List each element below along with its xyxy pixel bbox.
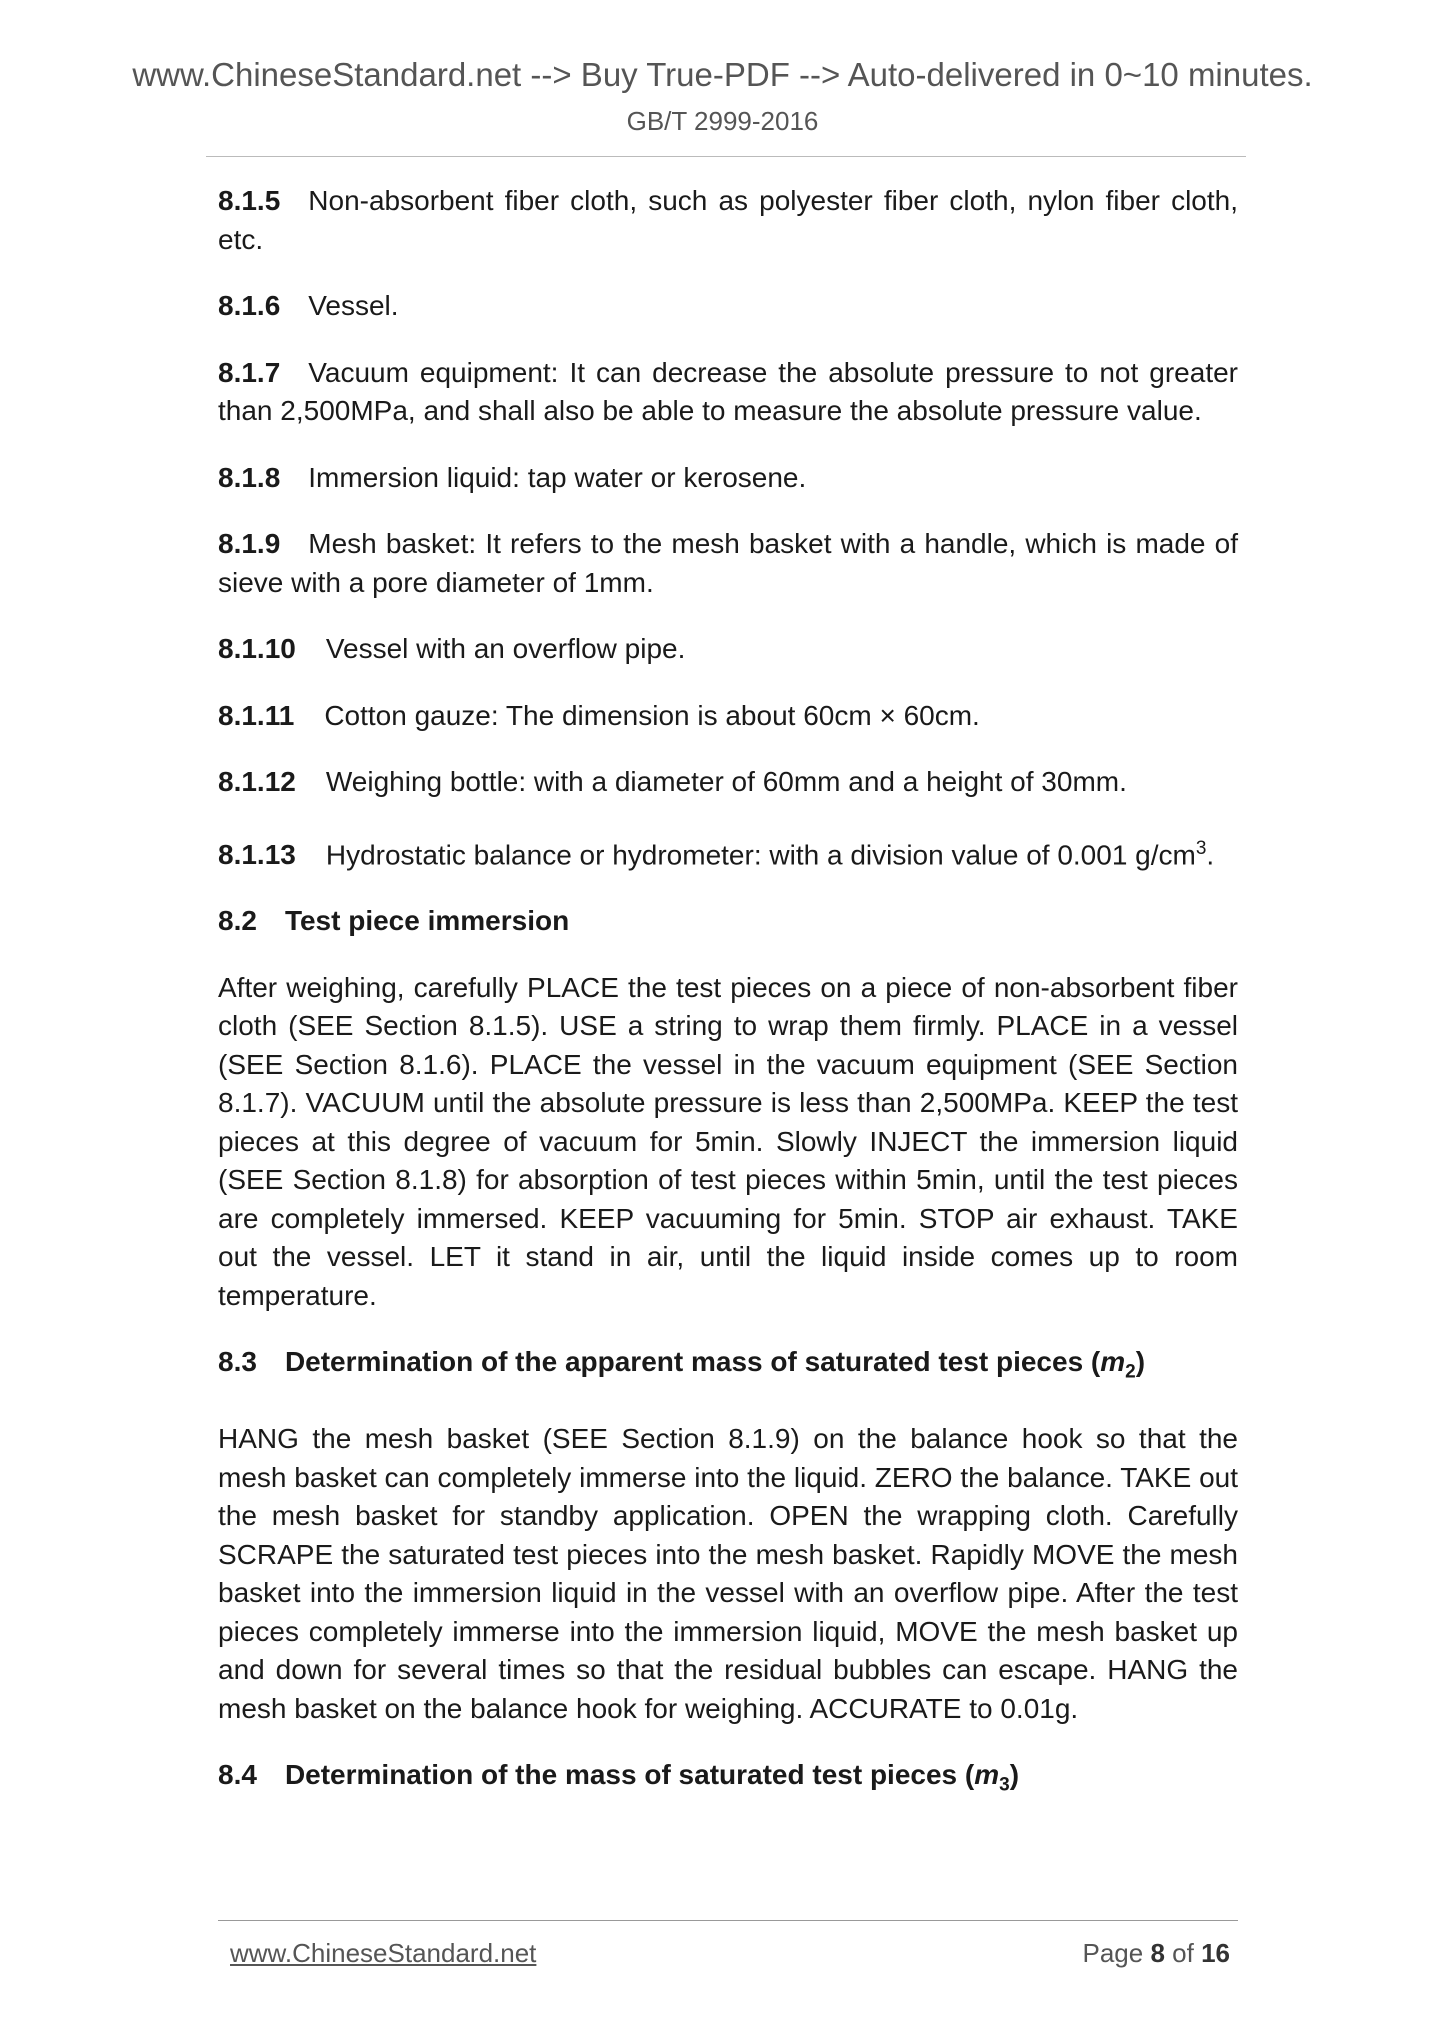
standard-number: GB/T 2999-2016 xyxy=(626,106,819,136)
clause-text: Vessel. xyxy=(308,290,399,321)
section-title: Test piece immersion xyxy=(284,905,570,937)
clause-tail: . xyxy=(1206,838,1215,870)
clause-number: 8.1.9 xyxy=(218,528,281,559)
section-8-3-heading xyxy=(218,1343,1238,1392)
clause-text: Vessel with an overflow pipe. xyxy=(325,633,686,664)
page-indicator xyxy=(1082,1938,1230,1969)
footer-site-link[interactable]: www.ChineseStandard.net xyxy=(230,1938,537,1968)
symbol-subscript: 3 xyxy=(999,1775,1010,1797)
title-close: ) xyxy=(1135,1346,1146,1378)
clause-number: 8.1.11 xyxy=(218,699,295,731)
symbol-m: m xyxy=(1100,1346,1126,1378)
clause-text: Hydrostatic balance or hydrometer: with a division value of 0.001 g/cm xyxy=(325,838,1196,870)
page-content xyxy=(218,182,1238,1834)
clause-8-1-12 xyxy=(218,763,1238,802)
section-title: Determination of the mass of saturated test pieces ( xyxy=(284,1759,975,1791)
title-close: ) xyxy=(1009,1759,1020,1791)
clause-number: 8.1.12 xyxy=(218,766,296,797)
clause-text: Vacuum equipment: It can decrease the absolute pressure to not greater than 2,500MPa, and shall also be able to measure the absolute pressure value. xyxy=(218,356,1238,426)
clause-text: Immersion liquid: tap water or kerosene. xyxy=(308,461,807,493)
page-number: 8 xyxy=(1150,1938,1165,1968)
clause-text: Cotton gauze: The dimension is about 60cm × 60cm. xyxy=(324,699,980,731)
clause-number: 8.1.10 xyxy=(218,633,296,664)
clause-8-1-6 xyxy=(218,287,1238,326)
of-word: of xyxy=(1172,1938,1194,1968)
header-banner: www.ChineseStandard.net --> Buy True-PDF --> Auto-delivered in 0~10 minutes. xyxy=(132,56,1313,93)
symbol-subscript: 2 xyxy=(1125,1361,1136,1383)
clause-number: 8.1.5 xyxy=(218,185,281,216)
clause-number: 8.1.6 xyxy=(218,290,281,321)
clause-8-1-9 xyxy=(218,525,1238,602)
clause-8-1-10 xyxy=(218,630,1238,669)
clause-8-1-8 xyxy=(218,459,1238,498)
clause-number: 8.1.13 xyxy=(218,838,296,870)
section-8-2-body: After weighing, carefully PLACE the test pieces on a piece of non-absorbent fiber cloth (SEE Section 8.1.5). USE a string to wrap them firmly. PLACE in a vessel (SEE Section 8.1.6). PLACE the vessel in the vacuum equipment (SEE Section 8.1.7). VACUUM until the absolute pressure is less than 2,500MPa. KEEP the test pieces at this degree of vacuum for 5min. Slowly INJECT the immersion liquid (SEE Section 8.1.8) for absorption of test pieces within 5min, until the test pieces are completely immersed. KEEP vacuuming for 5min. STOP air exhaust. TAKE out the vessel. LET it stand in air, until the liquid inside comes up to room temperature. xyxy=(218,971,1238,1311)
footer-divider xyxy=(218,1920,1238,1921)
clause-text: Weighing bottle: with a diameter of 60mm and a height of 30mm. xyxy=(325,766,1127,797)
header-divider xyxy=(206,156,1246,157)
clause-8-1-5 xyxy=(218,182,1238,259)
clause-text: Mesh basket: It refers to the mesh basket with a handle, which is made of sieve with a pore diameter of 1mm. xyxy=(218,528,1238,598)
section-title: Determination of the apparent mass of saturated test pieces ( xyxy=(284,1346,1101,1378)
section-number: 8.3 xyxy=(218,1346,257,1378)
page-word: Page xyxy=(1082,1938,1144,1968)
page-total: 16 xyxy=(1201,1938,1230,1968)
section-8-4-heading xyxy=(218,1756,1238,1805)
superscript: 3 xyxy=(1195,837,1207,859)
section-number: 8.4 xyxy=(218,1759,257,1791)
symbol-m: m xyxy=(974,1759,1000,1791)
clause-8-1-13 xyxy=(218,830,1238,875)
clause-number: 8.1.7 xyxy=(218,356,281,388)
clause-8-1-7 xyxy=(218,354,1238,431)
section-8-3-body: HANG the mesh basket (SEE Section 8.1.9) on the balance hook so that the mesh basket can completely immerse into the liquid. ZERO the balance. TAKE out the mesh basket for standby application. OPEN the wrapping cloth. Carefully SCRAPE the saturated test pieces into the mesh basket. Rapidly MOVE the mesh basket into the immersion liquid in the vessel with an overflow pipe. After the test pieces completely immerse into the immersion liquid, MOVE the mesh basket up and down for several times so that the residual bubbles can escape. HANG the mesh basket on the balance hook for weighing. ACCURATE to 0.01g. xyxy=(218,1423,1238,1724)
clause-8-1-11 xyxy=(218,697,1238,736)
section-number: 8.2 xyxy=(218,905,257,937)
clause-number: 8.1.8 xyxy=(218,461,281,493)
clause-text: Non-absorbent fiber cloth, such as polyester fiber cloth, nylon fiber cloth, etc. xyxy=(218,185,1238,255)
section-8-2-heading xyxy=(218,902,1238,941)
